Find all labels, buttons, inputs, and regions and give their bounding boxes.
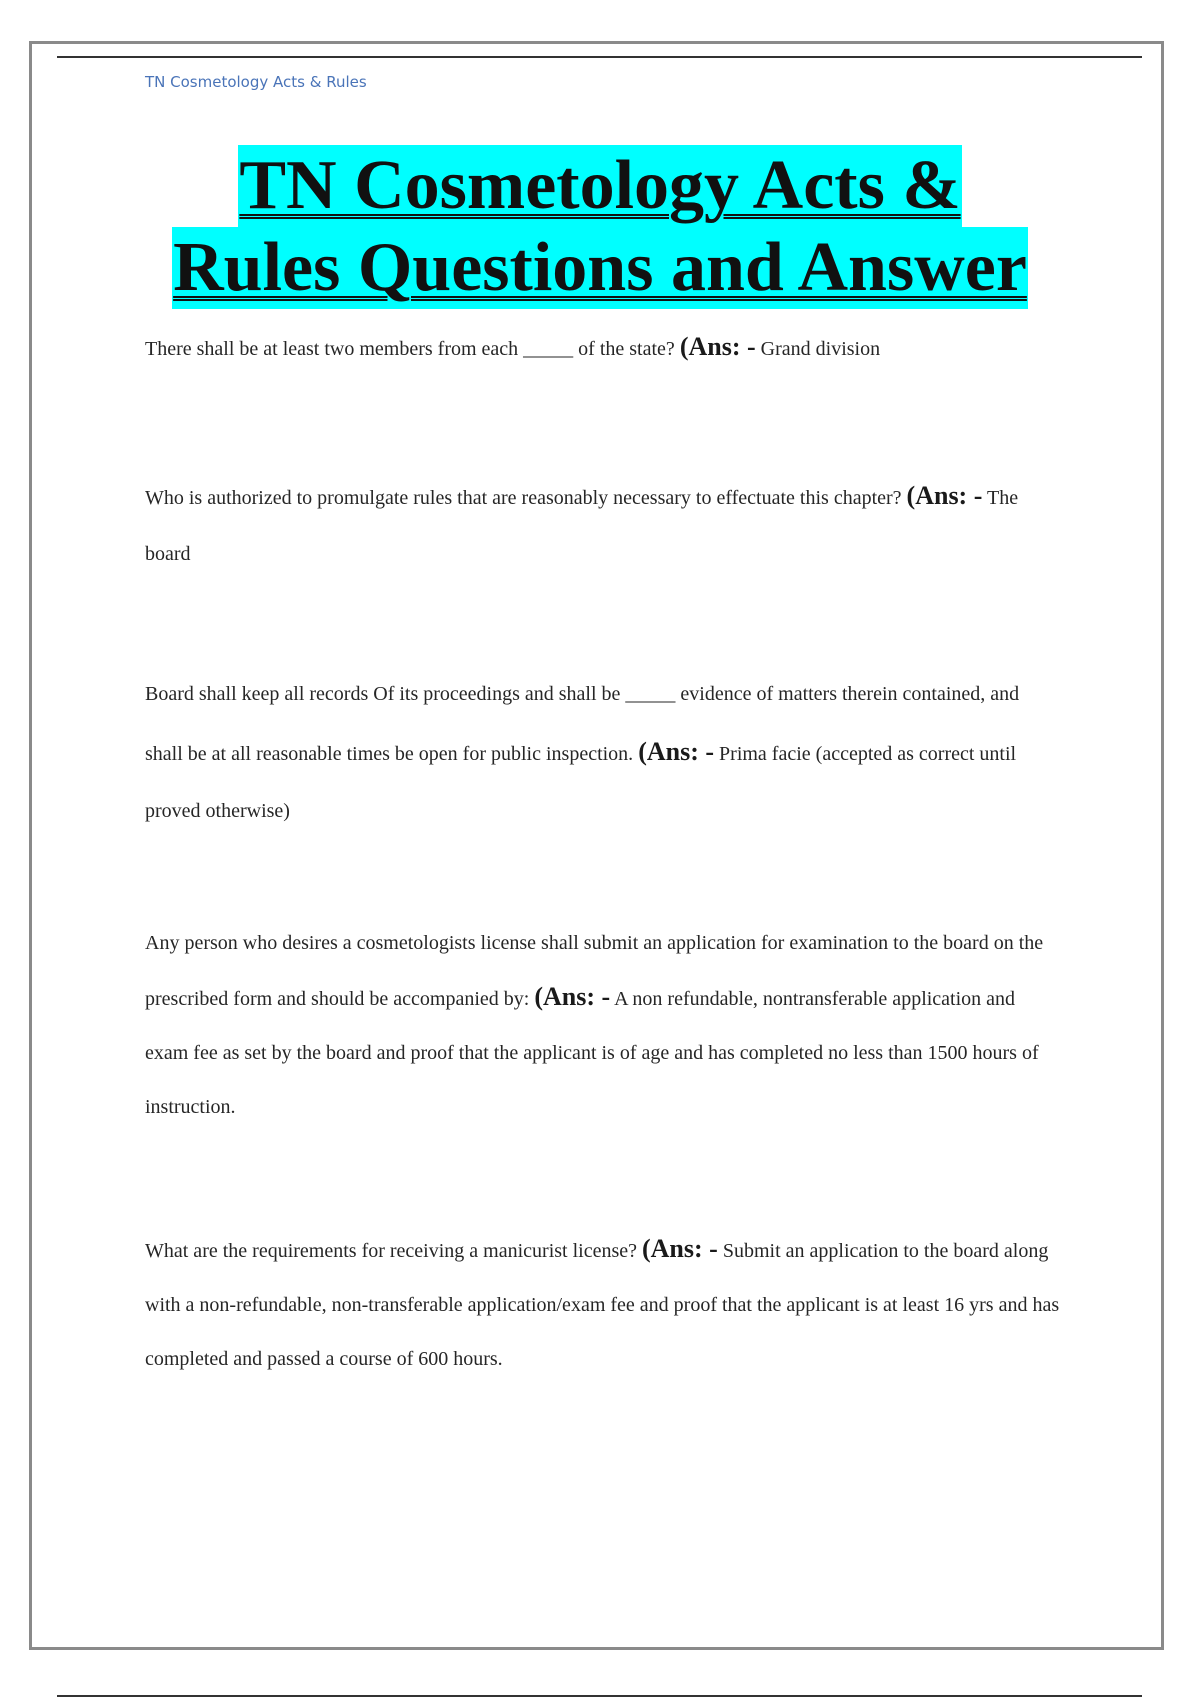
question-text: What are the requirements for receiving a manicurist license? <box>145 1240 637 1262</box>
answer-tag: (Ans: - <box>679 332 756 361</box>
answer-tag: (Ans: - <box>642 1234 718 1263</box>
question-text: Board shall keep all records Of its proceedings and shall be _____ evidence of matters therein contained, and shall be at all reasonable times be open for public inspection. <box>145 683 1020 765</box>
answer-text: Grand division <box>760 338 881 360</box>
answer-tag: (Ans: - <box>906 481 983 510</box>
document-title <box>0 145 1200 309</box>
question-text: There shall be at least two members from each _____ of the state? <box>145 338 675 360</box>
top-rule <box>57 56 1142 58</box>
title-line-2: Rules Questions and Answer <box>172 227 1028 309</box>
qa-item-1 <box>145 327 1060 369</box>
answer-tag: (Ans: - <box>534 982 611 1011</box>
qa-item-3 <box>145 666 1060 840</box>
qa-item-4 <box>145 916 1060 1134</box>
question-text: Any person who desires a cosmetologists license shall submit an application for examination to the board on the prescribed form and should be accompanied by: <box>145 932 1044 1010</box>
running-header: TN Cosmetology Acts & Rules <box>145 73 367 91</box>
bottom-rule <box>57 1695 1142 1697</box>
answer-text: Submit an application to the board along with a non-refundable, non-transferable application/exam fee and proof that the applicant is at least 16 yrs and has completed and passed a course of 600 hours. <box>145 1240 1060 1370</box>
answer-text: Prima facie (accepted as correct until proved otherwise) <box>145 743 1017 822</box>
qa-item-5 <box>145 1222 1060 1386</box>
answer-text: The board <box>145 487 1019 565</box>
qa-item-2 <box>145 468 1060 582</box>
question-text: Who is authorized to promulgate rules that are reasonably necessary to effectuate this chapter? <box>145 487 902 509</box>
answer-tag: (Ans: - <box>638 737 715 766</box>
answer-text: A non refundable, nontransferable application and exam fee as set by the board and proof that the applicant is of age and has completed no less than 1500 hours of instruction. <box>145 988 1039 1118</box>
title-line-1: TN Cosmetology Acts & <box>238 145 961 227</box>
